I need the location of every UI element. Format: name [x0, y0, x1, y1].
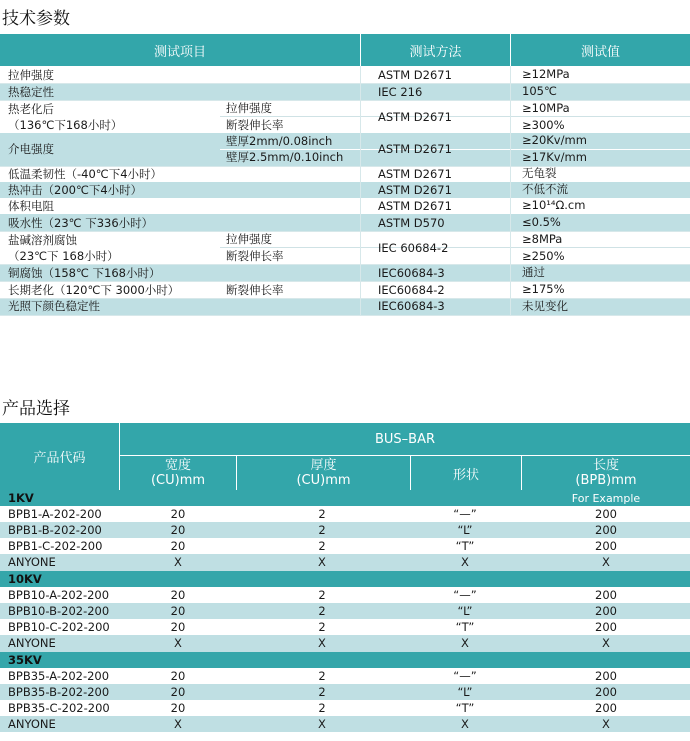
row-sub-item: 断裂伸长率 [226, 118, 284, 132]
product-shape: “T” [455, 620, 475, 634]
product-shape: “—” [453, 669, 477, 683]
product-code: BPB10-B-202-200 [8, 604, 110, 618]
row-value: ≤0.5% [522, 215, 561, 229]
row-value: ≥250% [522, 249, 565, 263]
header-bus-bar: BUS–BAR [120, 423, 690, 455]
row-value: 通过 [522, 265, 545, 279]
product-thickness: 2 [318, 701, 326, 715]
header-test-method: 测试方法 [361, 34, 510, 66]
header-width-unit: (CU)mm [150, 473, 206, 488]
row-item: 低温柔韧性（-40℃下4小时） [8, 167, 163, 181]
row-method: ASTM D2671 [378, 167, 452, 181]
product-thickness: 2 [318, 539, 326, 553]
tech-row [0, 198, 690, 214]
product-shape: “—” [453, 588, 477, 602]
product-code: ANYONE [8, 636, 56, 650]
product-width: X [174, 555, 182, 569]
row-value: ≥175% [522, 282, 565, 296]
header-thickness-unit: (CU)mm [296, 473, 351, 488]
row-sub-item: 断裂伸长率 [226, 249, 284, 263]
product-thickness: 2 [318, 523, 326, 537]
row-sub-item: 拉伸强度 [226, 101, 272, 115]
header-thickness-label: 厚度 [310, 458, 337, 473]
row-method: ASTM D2671 [378, 199, 452, 213]
product-shape: “T” [455, 539, 475, 553]
voltage-group-band [0, 652, 690, 668]
product-thickness: 2 [318, 507, 326, 521]
product-section-title: 产品选择 [2, 399, 70, 419]
tech-row [0, 298, 690, 315]
row-item: 热老化后 [8, 102, 54, 116]
row-value: ≥10MPa [522, 101, 570, 115]
voltage-group-label: 10KV [8, 572, 42, 586]
row-value: 不低不流 [522, 182, 568, 196]
header-length [522, 456, 690, 490]
product-code: BPB35-B-202-200 [8, 685, 110, 699]
row-sub-item: 拉伸强度 [226, 232, 272, 246]
row-method: ASTM D2671 [378, 183, 452, 197]
row-value: 无龟裂 [522, 166, 557, 180]
product-length: 200 [595, 588, 617, 602]
row-method: ASTM D2671 [378, 68, 452, 82]
row-item-condition: （23℃下 168小时） [8, 249, 119, 263]
product-thickness: 2 [318, 604, 326, 618]
product-length: 200 [595, 685, 617, 699]
row-value: ≥20Kv/mm [522, 133, 587, 147]
header-test-value: 测试值 [511, 34, 690, 66]
header-length-unit: (BPB)mm [575, 473, 637, 488]
product-shape: X [461, 717, 469, 731]
product-length: 200 [595, 669, 617, 683]
voltage-group-label: 1KV [8, 491, 34, 505]
voltage-group-label: 35KV [8, 653, 42, 667]
row-item: 热稳定性 [8, 85, 54, 99]
tech-row [0, 66, 690, 83]
product-length: 200 [595, 523, 617, 537]
row-item-condition: （136℃下168小时） [8, 118, 123, 132]
product-length: X [602, 636, 610, 650]
product-length: 200 [595, 701, 617, 715]
product-code: BPB1-A-202-200 [8, 507, 102, 521]
tech-section-title: 技术参数 [2, 9, 70, 29]
product-width: 20 [170, 701, 186, 715]
product-shape: “—” [453, 507, 477, 521]
product-code: BPB1-B-202-200 [8, 523, 102, 537]
product-length: 200 [595, 620, 617, 634]
row-item: 吸水性（23℃ 下336小时） [8, 216, 154, 230]
product-width: 20 [170, 620, 186, 634]
product-shape: X [461, 555, 469, 569]
product-width: X [174, 717, 182, 731]
product-code: ANYONE [8, 717, 56, 731]
product-width: 20 [170, 539, 186, 553]
header-product-code: 产品代码 [0, 423, 119, 490]
row-item: 热冲击（200℃下4小时） [8, 183, 143, 197]
row-sub-item: 壁厚2.5mm/0.10inch [226, 150, 344, 164]
product-code: BPB10-C-202-200 [8, 620, 110, 634]
product-thickness: X [318, 636, 326, 650]
row-method: IEC 60684-2 [378, 241, 449, 255]
product-length: 200 [595, 539, 617, 553]
row-method: ASTM D570 [378, 216, 445, 230]
product-shape: “T” [455, 701, 475, 715]
row-method: ASTM D2671 [378, 110, 452, 124]
row-method: IEC60684-2 [378, 283, 445, 297]
product-width: 20 [170, 523, 186, 537]
product-thickness: 2 [318, 620, 326, 634]
header-width [120, 456, 236, 490]
row-item: 盐碱溶剂腐蚀 [8, 233, 77, 247]
header-length-label: 长度 [592, 458, 619, 473]
row-value: ≥8MPa [522, 232, 563, 246]
row-item: 介电强度 [8, 142, 54, 156]
product-width: X [174, 636, 182, 650]
for-example-note: For Example [571, 492, 641, 505]
header-test-item: 测试项目 [0, 34, 360, 66]
row-item: 长期老化（120℃下 3000小时） [8, 283, 180, 297]
row-value: 未见变化 [522, 299, 568, 313]
tech-row [0, 83, 690, 100]
product-thickness: 2 [318, 685, 326, 699]
product-shape: “L” [457, 685, 473, 699]
row-method: IEC60684-3 [378, 299, 445, 313]
product-code: BPB1-C-202-200 [8, 539, 103, 553]
product-code: BPB10-A-202-200 [8, 588, 110, 602]
product-width: 20 [170, 507, 186, 521]
product-width: 20 [170, 604, 186, 618]
row-item: 拉伸强度 [8, 68, 54, 82]
product-thickness: 2 [318, 669, 326, 683]
row-item: 光照下颜色稳定性 [8, 299, 100, 313]
product-code: ANYONE [8, 555, 56, 569]
product-length: 200 [595, 507, 617, 521]
product-thickness: X [318, 717, 326, 731]
header-shape-label: 形状 [452, 467, 479, 483]
product-code: BPB35-C-202-200 [8, 701, 110, 715]
product-length: X [602, 555, 610, 569]
product-width: 20 [170, 588, 186, 602]
voltage-group-band [0, 571, 690, 587]
header-width-label: 宽度 [164, 458, 191, 473]
product-shape: “L” [457, 604, 473, 618]
row-method: IEC60684-3 [378, 266, 445, 280]
row-method: ASTM D2671 [378, 142, 452, 156]
row-value: ≥10¹⁴Ω.cm [522, 198, 586, 212]
header-thickness [237, 456, 410, 490]
row-method: IEC 216 [378, 85, 423, 99]
product-width: 20 [170, 669, 186, 683]
row-sub-item: 断裂伸长率 [226, 283, 284, 297]
product-thickness: X [318, 555, 326, 569]
product-thickness: 2 [318, 588, 326, 602]
row-value: ≥12MPa [522, 67, 570, 81]
row-item: 体积电阻 [8, 199, 54, 213]
row-item: 铜腐蚀（158℃ 下168小时） [8, 266, 161, 280]
row-value: ≥300% [522, 118, 565, 132]
row-value: ≥17Kv/mm [522, 150, 587, 164]
product-width: 20 [170, 685, 186, 699]
row-sub-item: 壁厚2mm/0.08inch [226, 134, 333, 148]
product-shape: “L” [457, 523, 473, 537]
header-shape [411, 456, 521, 490]
product-length: 200 [595, 604, 617, 618]
row-value: 105℃ [522, 84, 557, 98]
product-code: BPB35-A-202-200 [8, 669, 110, 683]
product-length: X [602, 717, 610, 731]
product-shape: X [461, 636, 469, 650]
